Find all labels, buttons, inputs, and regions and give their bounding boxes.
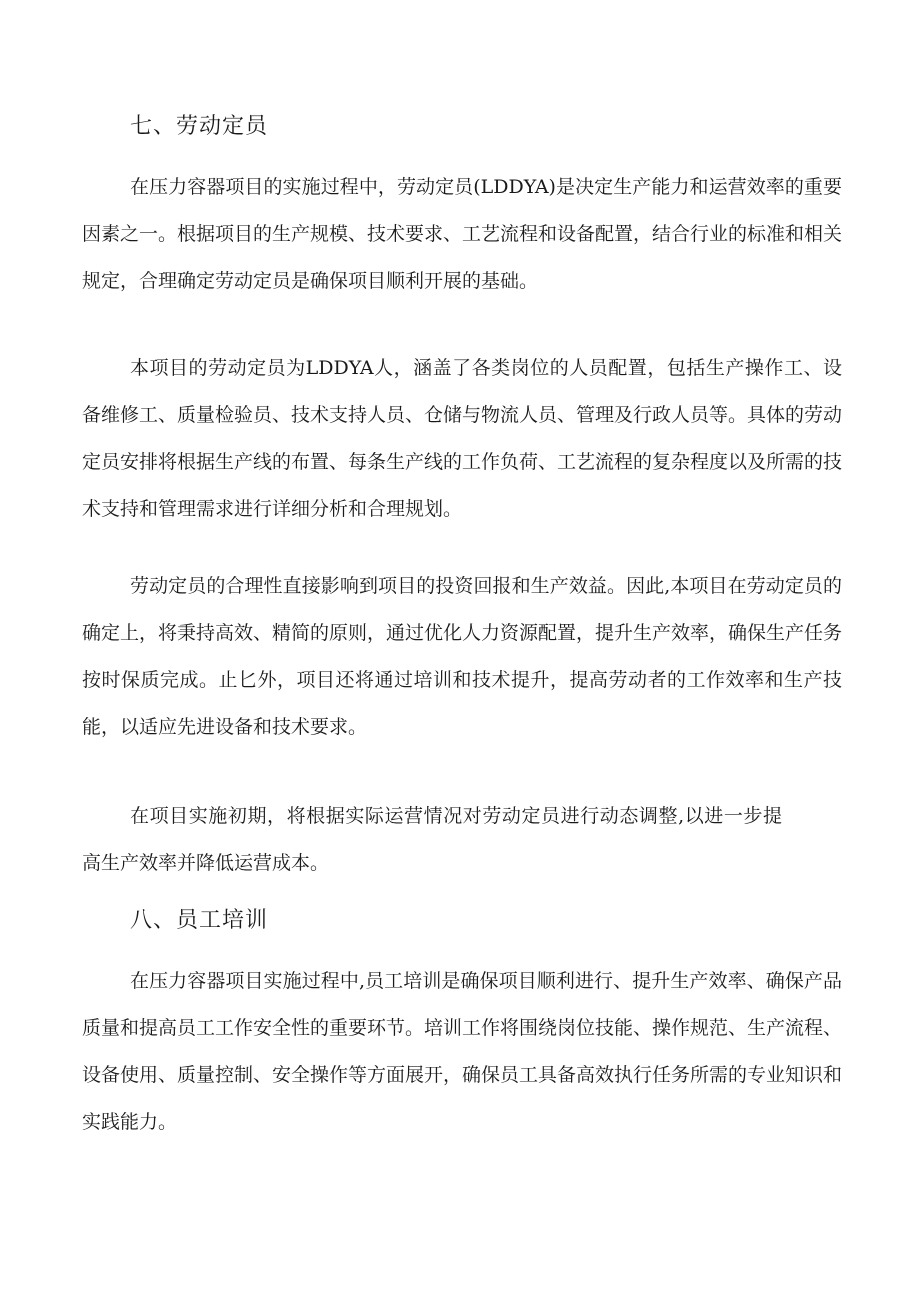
paragraph: 在项目实施初期，将根据实际运营情况对劳动定员进行动态调整,以进一步提高生产效率并降低运营成本。 (82, 805, 782, 874)
section-heading-staff-training: 八、员工培训 (130, 908, 269, 933)
paragraph: 劳动定员的合理性直接影响到项目的投资回报和生产效益。因此,本项目在劳动定员的确定上，将秉持高效、精简的原则，通过优化人力资源配置，提升生产效率，确保生产任务按时保质完成。止匕外，项目还将通过培训和技术提升，提高劳动者的工作效率和生产技能，以适应先进设备和技术要求。 (82, 575, 843, 738)
paragraph: 本项目的劳动定员为LDDYA人，涵盖了各类岗位的人员配置，包括生产操作工、设备维修工、质量检验员、技术支持人员、仓储与物流人员、管理及行政人员等。具体的劳动定员安排将根据生产线的布置、每条生产线的工作负荷、工艺流程的复杂程度以及所需的技术支持和管理需求进行详细分析和合理规划。 (82, 357, 843, 520)
section-heading-labor-staffing: 七、劳动定员 (130, 114, 269, 139)
paragraph: 在压力容器项目的实施过程中，劳动定员(LDDYA)是决定生产能力和运营效率的重要因素之一。根据项目的生产规模、技术要求、工艺流程和设备配置，结合行业的标准和相关规定，合理确定劳动定员是确保项目顺利开展的基础。 (82, 176, 843, 292)
paragraph: 在压力容器项目实施过程中,员工培训是确保项目顺利进行、提升生产效率、确保产品质量和提高员工工作安全性的重要环节。培训工作将围绕岗位技能、操作规范、生产流程、设备使用、质量控制、安全操作等方面展开，确保员工具备高效执行任务所需的专业知识和实践能力。 (82, 970, 843, 1133)
